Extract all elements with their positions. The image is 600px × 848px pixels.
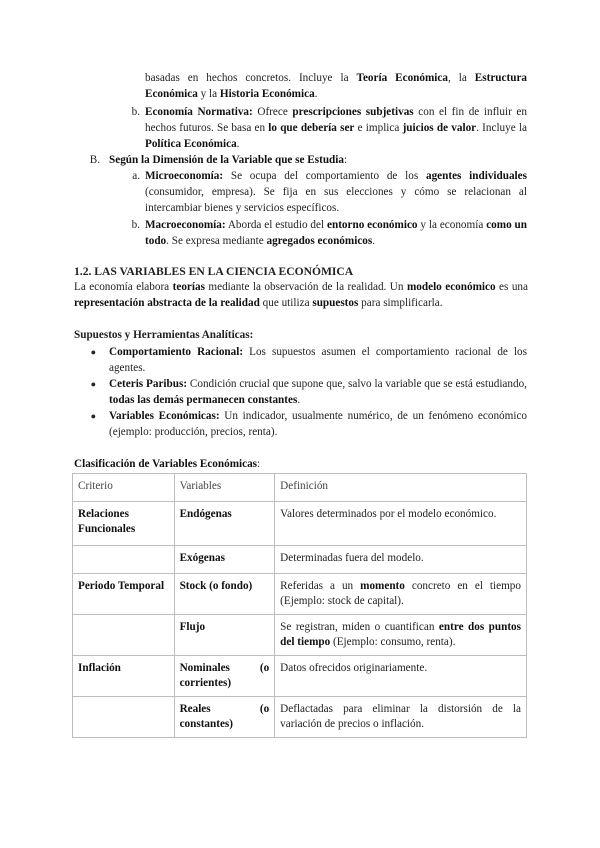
table-row: [73, 615, 527, 656]
bold-text: Política Económica: [145, 138, 237, 150]
bold-text: juicios de valor: [402, 122, 477, 134]
text: :: [344, 154, 348, 166]
text: Se ocupa del comportamiento de los: [223, 170, 426, 182]
text: basadas en hechos concretos. Incluye la: [145, 72, 357, 84]
table-cell-criterio: [73, 502, 175, 546]
text: (Ejemplo: consumo, renta).: [330, 636, 456, 648]
bold-text: Endógenas: [179, 508, 232, 520]
table-cell-variable: [174, 546, 275, 574]
bold-text: Clasificación de Variables Económicas: [74, 458, 258, 470]
table-row: [73, 574, 527, 615]
text: e implica: [354, 122, 403, 134]
positive-economics-continuation: [145, 70, 527, 102]
bold-text: entre dos puntos del tiempo: [280, 621, 521, 648]
text: . Se expresa mediante: [166, 235, 267, 247]
bullet-icon: ●: [90, 347, 96, 357]
table-row: [73, 697, 527, 738]
bullet-icon: ●: [90, 379, 96, 389]
table-cell-variable: [174, 656, 275, 697]
text: La economía elabora: [74, 281, 173, 293]
table-header-cell: Criterio: [73, 474, 175, 502]
bold-text: agentes individuales: [425, 170, 527, 182]
bold-text: representación abstracta de la realidad: [74, 297, 260, 309]
text: que utiliza: [259, 297, 313, 309]
bold-text: momento: [360, 580, 405, 592]
list-item-text: [145, 104, 527, 152]
list-item-text: [145, 168, 527, 216]
list-item-text: [145, 217, 527, 249]
bold-text: Comportamiento Racional:: [109, 346, 244, 358]
text: :: [257, 458, 261, 470]
list-marker: b.: [131, 106, 140, 118]
table-cell-variable: [174, 574, 275, 615]
list-marker: b.: [131, 219, 140, 231]
bold-text: Relaciones Funcionales: [78, 508, 136, 535]
bullet-text: [109, 376, 527, 408]
bold-text: entorno económico: [327, 219, 418, 231]
table-header-cell: Definición: [275, 474, 527, 502]
text: .: [236, 138, 240, 150]
bold-text: Reales: [179, 703, 211, 715]
table-header-cell: Variables: [174, 474, 275, 502]
bold-text: Economía Normativa:: [145, 106, 253, 118]
bold-text: Estructura Económica: [145, 72, 527, 100]
variable-line: [180, 702, 270, 717]
text: es una: [495, 281, 528, 293]
bullet-text: [109, 408, 527, 440]
bold-text: (o: [259, 703, 270, 715]
subheading-supuestos: Supuestos y Herramientas Analíticas:: [74, 329, 254, 341]
table-cell-definicion: [275, 615, 527, 656]
table-cell-criterio: [73, 615, 175, 656]
table-cell-criterio: [73, 656, 175, 697]
table-header-row: [73, 474, 527, 502]
bold-text: Ceteris Paribus:: [109, 378, 188, 390]
text: .: [314, 88, 318, 100]
text: Condición crucial que supone que, salvo la variable que se está estudiando,: [187, 378, 527, 390]
bold-text: agregados económicos: [266, 235, 373, 247]
table-cell-criterio: [73, 574, 175, 615]
bold-text: constantes): [179, 718, 234, 730]
bold-text: Stock (o fondo): [179, 580, 253, 592]
text: Los supuestos asumen el comportamiento racional de los agentes.: [109, 346, 527, 374]
bold-text: todas las demás permanecen constantes: [109, 394, 298, 406]
bold-text: supuestos: [312, 297, 359, 309]
bold-text: Periodo Temporal: [78, 580, 165, 592]
text: Un indicador, usualmente numérico, de un fenómeno económico (ejemplo: producción, precios, renta).: [109, 410, 528, 438]
bullet-text: [109, 344, 527, 376]
bullet-icon: ●: [90, 411, 96, 421]
list-item-text: [109, 152, 529, 168]
table-cell-definicion: Datos ofrecidos originariamente.: [275, 656, 527, 697]
text: concreto en el tiempo (Ejemplo: stock de capital).: [280, 580, 521, 607]
list-marker: a.: [132, 170, 140, 182]
table-cell-definicion: Determinadas fuera del modelo.: [275, 546, 527, 574]
text: (consumidor, empresa). Se fija en sus elecciones y cómo se relacionan al intercambiar bienes y servicios específicos.: [145, 186, 527, 214]
bold-text: Exógenas: [179, 552, 225, 564]
text: con el fin de influir en hechos futuros. Se basa en: [145, 106, 527, 134]
table-row: [73, 502, 527, 546]
section-heading: 1.2. LAS VARIABLES EN LA CIENCIA ECONÓMICA: [74, 265, 354, 278]
section-paragraph: [74, 279, 528, 311]
bold-text: prescripciones subjetivas: [292, 106, 414, 118]
text: mediante la observación de la realidad. Un: [204, 281, 407, 293]
bold-text: Microeconomía:: [145, 170, 224, 182]
subheading-clasificacion: [74, 456, 528, 472]
table-cell-definicion: Deflactadas para eliminar la distorsión de la variación de precios o inflación.: [275, 697, 527, 738]
text: .: [372, 235, 376, 247]
bold-text: como un todo: [145, 219, 528, 247]
text: Ofrece: [252, 106, 293, 118]
bold-text: Según la Dimensión de la Variable que se Estudia: [109, 154, 344, 166]
text: Se registran, miden o cuantifican: [280, 621, 439, 633]
variables-table: [72, 473, 527, 738]
text: y la: [197, 88, 220, 100]
table-cell-variable: [174, 697, 275, 738]
list-marker: B.: [89, 154, 100, 166]
table-cell-definicion: [275, 574, 527, 615]
variable-line: [180, 661, 270, 676]
bold-text: Teoría Económica: [356, 72, 448, 84]
bold-text: Historia Económica: [219, 88, 315, 100]
bold-text: Flujo: [179, 621, 206, 633]
bold-text: Inflación: [78, 662, 121, 674]
table-row: [73, 546, 527, 574]
bold-text: teorías: [172, 281, 205, 293]
text: Referidas a un: [280, 580, 361, 592]
bold-text: (o: [259, 662, 270, 674]
bold-text: modelo económico: [406, 281, 496, 293]
text: .: [297, 394, 301, 406]
table-cell-criterio: [73, 546, 175, 574]
table-cell-criterio: [73, 697, 175, 738]
text: , la: [447, 72, 475, 84]
bold-text: corrientes): [179, 677, 232, 689]
table-row: [73, 656, 527, 697]
text: Aborda el estudio del: [225, 219, 327, 231]
text: . Incluye la: [476, 122, 527, 134]
text: para simplificarla.: [358, 297, 443, 309]
table-cell-definicion: Valores determinados por el modelo económico.: [275, 502, 527, 546]
bold-text: lo que debería ser: [268, 122, 355, 134]
table-cell-variable: [174, 502, 275, 546]
text: y la economía: [417, 219, 487, 231]
bold-text: Nominales: [179, 662, 230, 674]
bold-text: Variables Económicas:: [109, 410, 220, 422]
bold-text: Macroeconomía:: [145, 219, 226, 231]
table-cell-variable: [174, 615, 275, 656]
